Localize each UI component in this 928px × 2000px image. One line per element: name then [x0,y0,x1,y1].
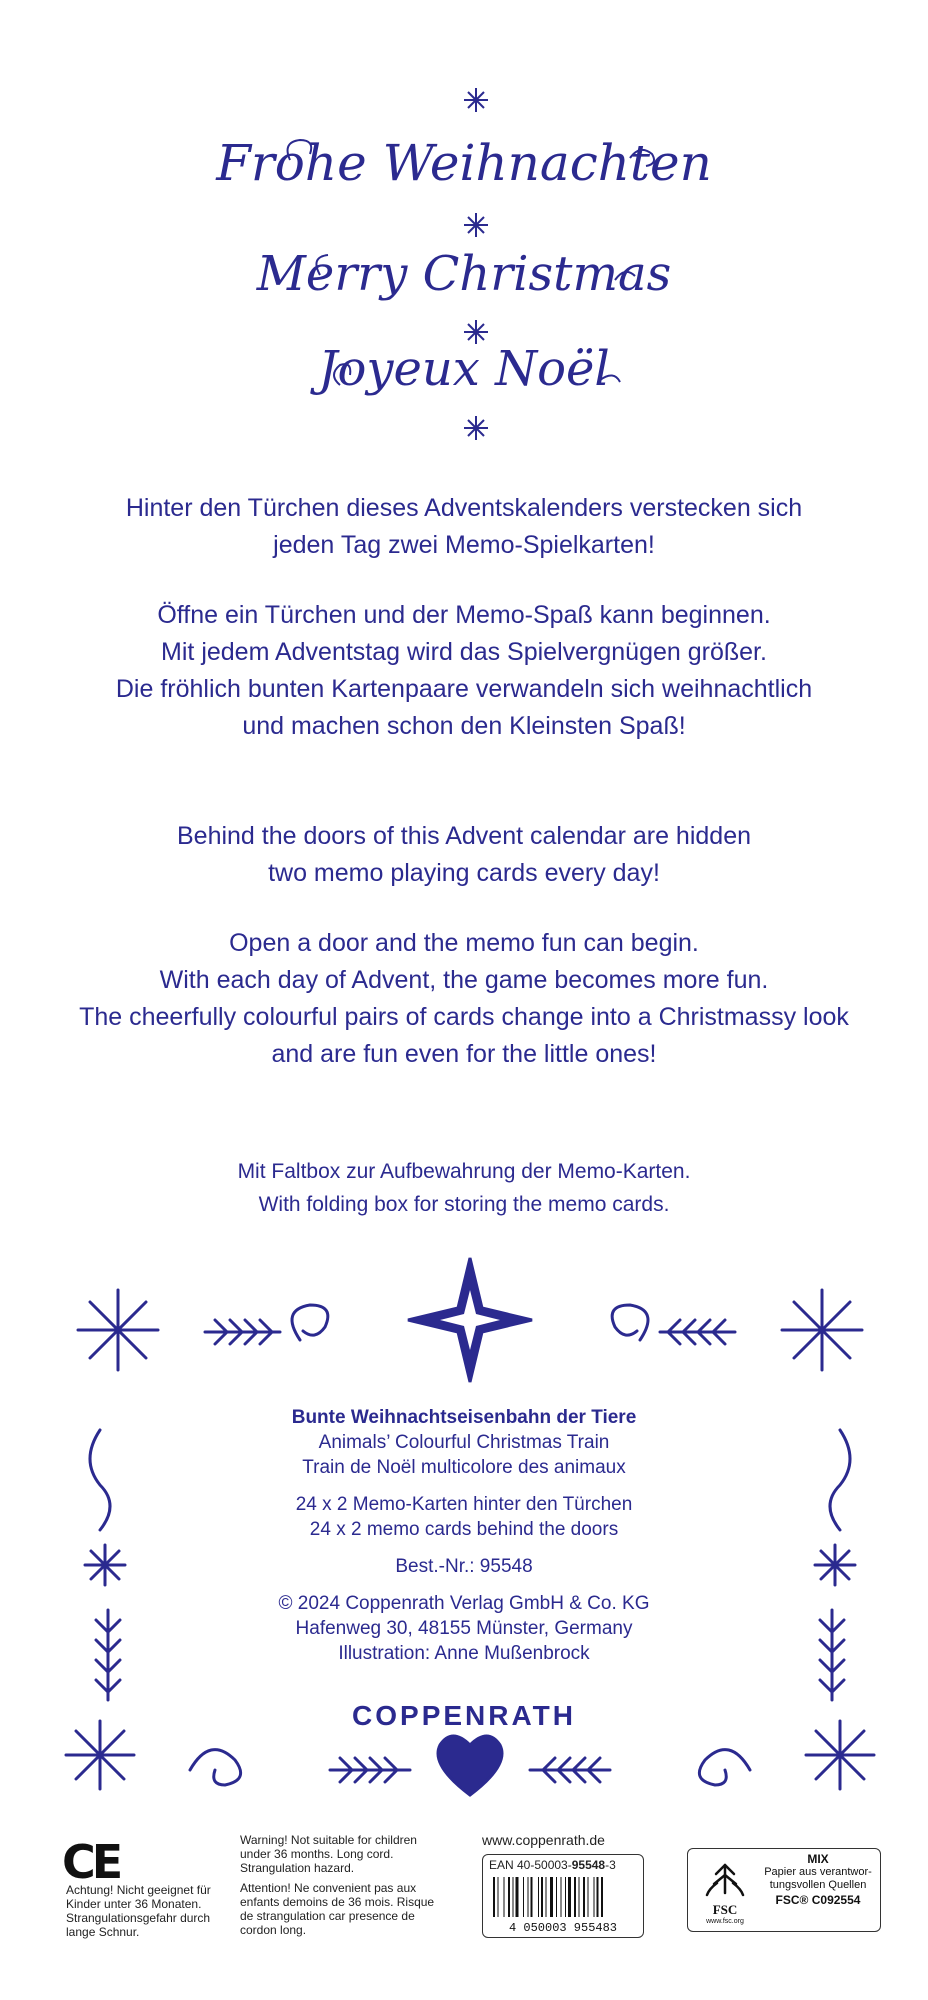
barcode-bar [550,1877,553,1917]
barcode-bar [583,1877,585,1917]
swirl [612,1305,648,1340]
pine-branch-icon [205,1320,280,1344]
copyright: © 2024 Coppenrath Verlag GmbH & Co. KG [278,1593,650,1614]
ce-mark: CE [62,1835,120,1889]
snowflake-icon [464,213,488,237]
snowflake-icon [464,416,488,440]
text-line: und machen schon den Kleinsten Spaß! [242,712,686,740]
greeting-french: Joyeux Noël [318,341,610,397]
text-line: Behind the doors of this Advent calendar are hidden [176,822,751,850]
barcode-bar [531,1877,533,1917]
fsc-line: Papier aus verantwor- [764,1866,872,1878]
german-description [0,490,928,745]
snowflake-icon [78,1290,158,1370]
text-line: Mit jedem Adventstag wird das Spielvergnügen größer. [161,638,767,666]
text-line: Open a door and the memo fun can begin. [229,929,699,957]
text-line: Hinter den Türchen dieses Adventskalenders verstecken sich [125,494,803,522]
barcode-bar [597,1877,599,1917]
snowflake-icon [85,1545,125,1585]
greeting-illustration [0,80,928,450]
warning-german: Achtung! Nicht geeignet für Kinder unter 36 Monaten. Strangulationsgefahr durch lange Schnur. [66,1883,211,1939]
barcode-digits: 4 050003 955483 [508,1921,618,1933]
barcode-bar [594,1877,595,1917]
fsc-url: www.fsc.org [706,1918,744,1925]
order-number: Best.-Nr.: 95548 [395,1556,533,1577]
text-line: With folding box for storing the memo cards. [258,1193,670,1216]
barcode-box [482,1854,644,1938]
snowflake-icon [815,1545,855,1585]
swirl [699,1750,750,1785]
barcode-bar [498,1877,499,1917]
barcode-bar [579,1877,580,1917]
barcode-bar [601,1877,603,1917]
address: Hafenweg 30, 48155 Münster, Germany [295,1618,633,1639]
product-info [200,1405,728,1678]
fsc-word: FSC [712,1902,738,1917]
text-line: jeden Tag zwei Memo-Spielkarten! [273,531,655,559]
warning-english: Warning! Not suitable for children under 36 months. Long cord. Strangulation hazard. [240,1833,417,1875]
greeting-english: Merry Christmas [256,246,672,302]
fsc-logo [694,1853,756,1925]
text-line: The cheerfully colourful pairs of cards change into a Christmassy look [79,1003,849,1031]
illustrator: Illustration: Anne Mußenbrock [338,1643,590,1664]
product-title-fr: Train de Noël multicolore des animaux [302,1457,626,1478]
text-line: With each day of Advent, the game becomes more fun. [159,966,769,994]
barcode-bar [513,1877,514,1917]
barcode-bar [493,1877,495,1917]
barcode-bar [561,1877,562,1917]
star-icon [408,1258,532,1382]
product-title-en: Animals’ Colourful Christmas Train [318,1432,610,1453]
barcode-bar [565,1877,566,1917]
pine-branch-icon [96,1610,120,1700]
barcode-bar [516,1877,519,1917]
text-line: and are fun even for the little ones! [271,1040,657,1068]
pine-branch-icon [660,1320,735,1344]
barcode-bar [588,1877,589,1917]
barcode-bar [508,1877,510,1917]
text-line: Mit Faltbox zur Aufbewahrung der Memo-Karten. [237,1160,691,1183]
barcode-bar [568,1877,571,1917]
warning-french: Attention! Ne convenient pas aux enfants demoins de 36 mois. Risque de strangulation car presence de cordon long. [240,1881,435,1937]
english-description [0,818,928,1073]
website-link[interactable]: www.coppenrath.de [482,1832,605,1848]
snowflake-icon [782,1290,862,1370]
fsc-mix: MIX [807,1852,829,1866]
barcode-bar [556,1877,557,1917]
heart-icon [438,1736,502,1795]
folding-box-note [0,1155,928,1221]
barcode-bar [504,1877,505,1917]
product-title-de: Bunte Weihnachtseisenbahn der Tiere [291,1407,637,1428]
fsc-tree-icon [703,1853,747,1897]
pine-branch-icon [330,1758,410,1782]
barcode-bar [541,1877,543,1917]
contents-en: 24 x 2 memo cards behind the doors [309,1519,619,1540]
text-line: Öffne ein Türchen und der Memo-Spaß kann beginnen. [157,601,771,629]
fsc-label [687,1848,881,1932]
barcode-bar [523,1877,524,1917]
snowflake-icon [464,88,488,112]
pine-branch-icon [530,1758,610,1782]
brand-logo: COPPENRATH [352,1700,576,1731]
fsc-text [760,1853,876,1907]
swirl [830,1430,850,1530]
fsc-line: tungsvollen Quellen [769,1879,867,1891]
swirl [190,1750,241,1785]
ean-label: EAN 40-50003-95548-3 [489,1858,616,1872]
barcode-bar [546,1877,547,1917]
greeting-german: Frohe Weihnachten [216,134,712,192]
barcode-bar [528,1877,529,1917]
swirl [90,1430,110,1530]
pine-branch-icon [820,1610,844,1700]
barcode-bar [574,1877,576,1917]
text-line: Die fröhlich bunten Kartenpaare verwandeln sich weihnachtlich [115,675,813,703]
fsc-code: FSC® C092554 [775,1893,861,1907]
text-line: two memo playing cards every day! [268,859,660,887]
barcode-bar [538,1877,539,1917]
contents-de: 24 x 2 Memo-Karten hinter den Türchen [295,1494,633,1515]
swirl [292,1305,328,1340]
warning-block [240,1833,440,1943]
barcode [489,1875,637,1933]
